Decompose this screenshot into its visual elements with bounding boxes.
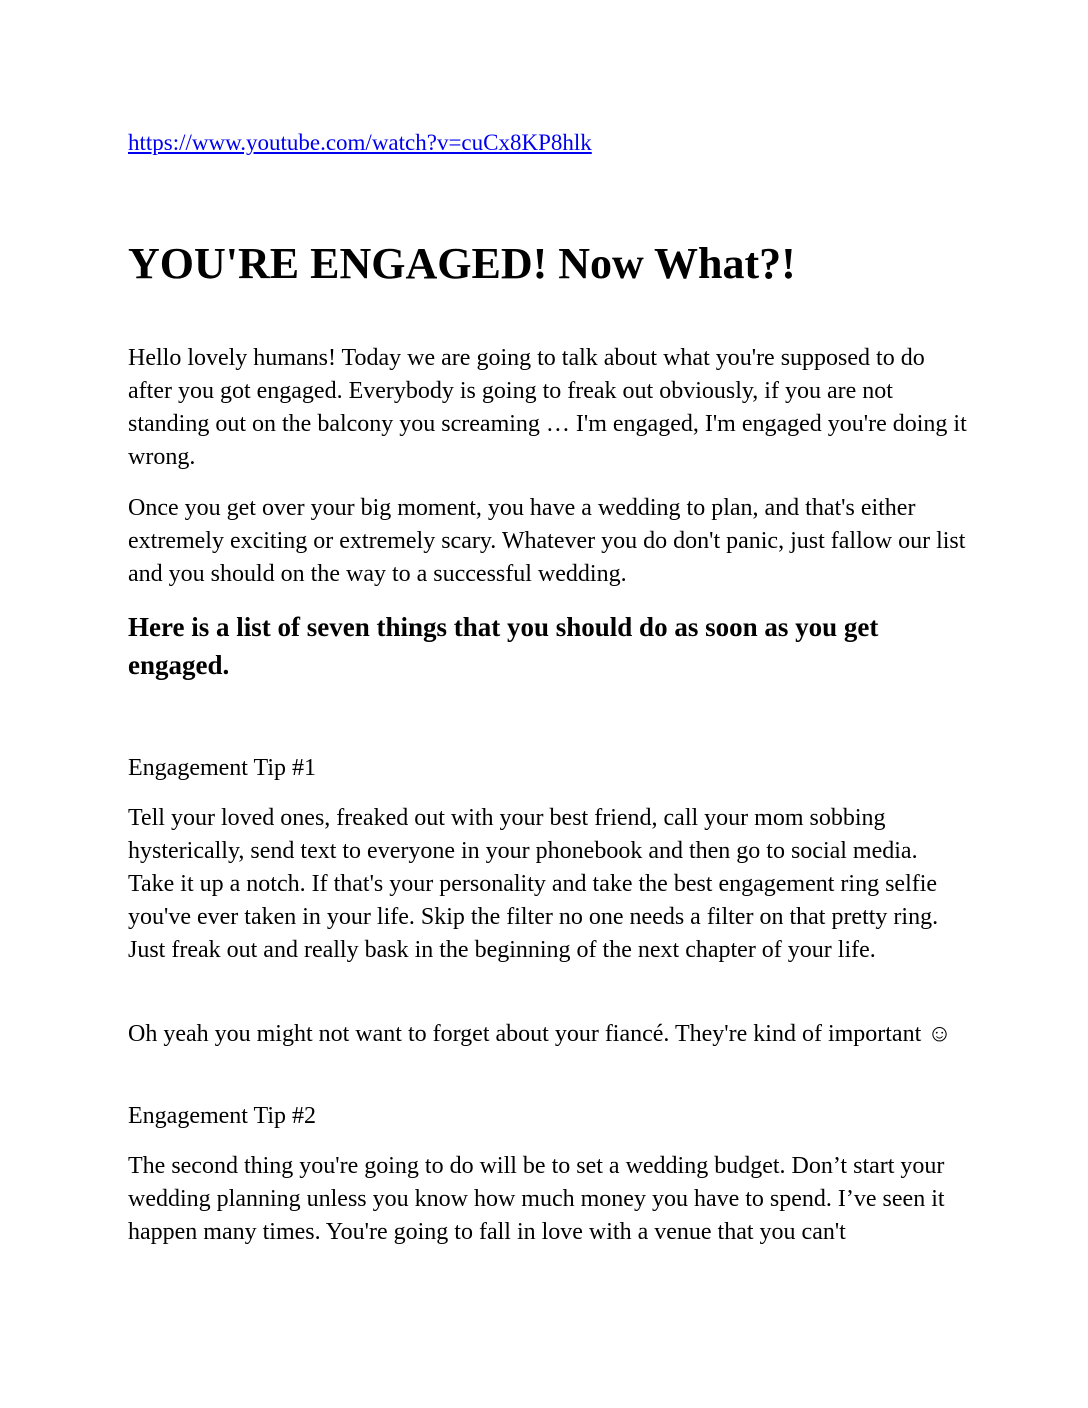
list-heading: Here is a list of seven things that you should do as soon as you get engaged. [128, 612, 879, 680]
tip-1-paragraph-1: Tell your loved ones, freaked out with your best friend, call your mom sobbing hysterically, send text to everyone in your phonebook and then go to social media. Take it up a notch. If that's your personality and take the best engagement ring selfie you've ever taken in your life. Skip the filter no one needs a filter on that pretty ring. Just freak out and really bask in the beginning of the next chapter of your life. [128, 805, 939, 963]
page-title: YOU'RE ENGAGED! Now What?! [128, 239, 796, 288]
youtube-link[interactable]: https://www.youtube.com/watch?v=cuCx8KP8hlk [128, 130, 592, 155]
tip-1-paragraph-2: Oh yeah you might not want to forget about your fiancé. They're kind of important ☺ [128, 1021, 952, 1047]
intro-paragraph-1: Hello lovely humans! Today we are going to talk about what you're supposed to do after you got engaged. Everybody is going to freak out obviously, if you are not standing out on the balcony you screaming … I'm engaged, I'm engaged you're doing it wrong. [128, 345, 967, 470]
intro-paragraph-2: Once you get over your big moment, you have a wedding to plan, and that's either extremely exciting or extremely scary. Whatever you do don't panic, just fallow our list and you should on the way to a successful wedding. [128, 495, 966, 587]
tip-2-paragraph-1: The second thing you're going to do will be to set a wedding budget. Don’t start your wedding planning unless you know how much money you have to spend. I’ve seen it happen many times. You're going to fall in love with a venue that you can't [128, 1153, 945, 1245]
tip-2-label: Engagement Tip #2 [128, 1103, 317, 1129]
tip-1-label: Engagement Tip #1 [128, 755, 317, 781]
